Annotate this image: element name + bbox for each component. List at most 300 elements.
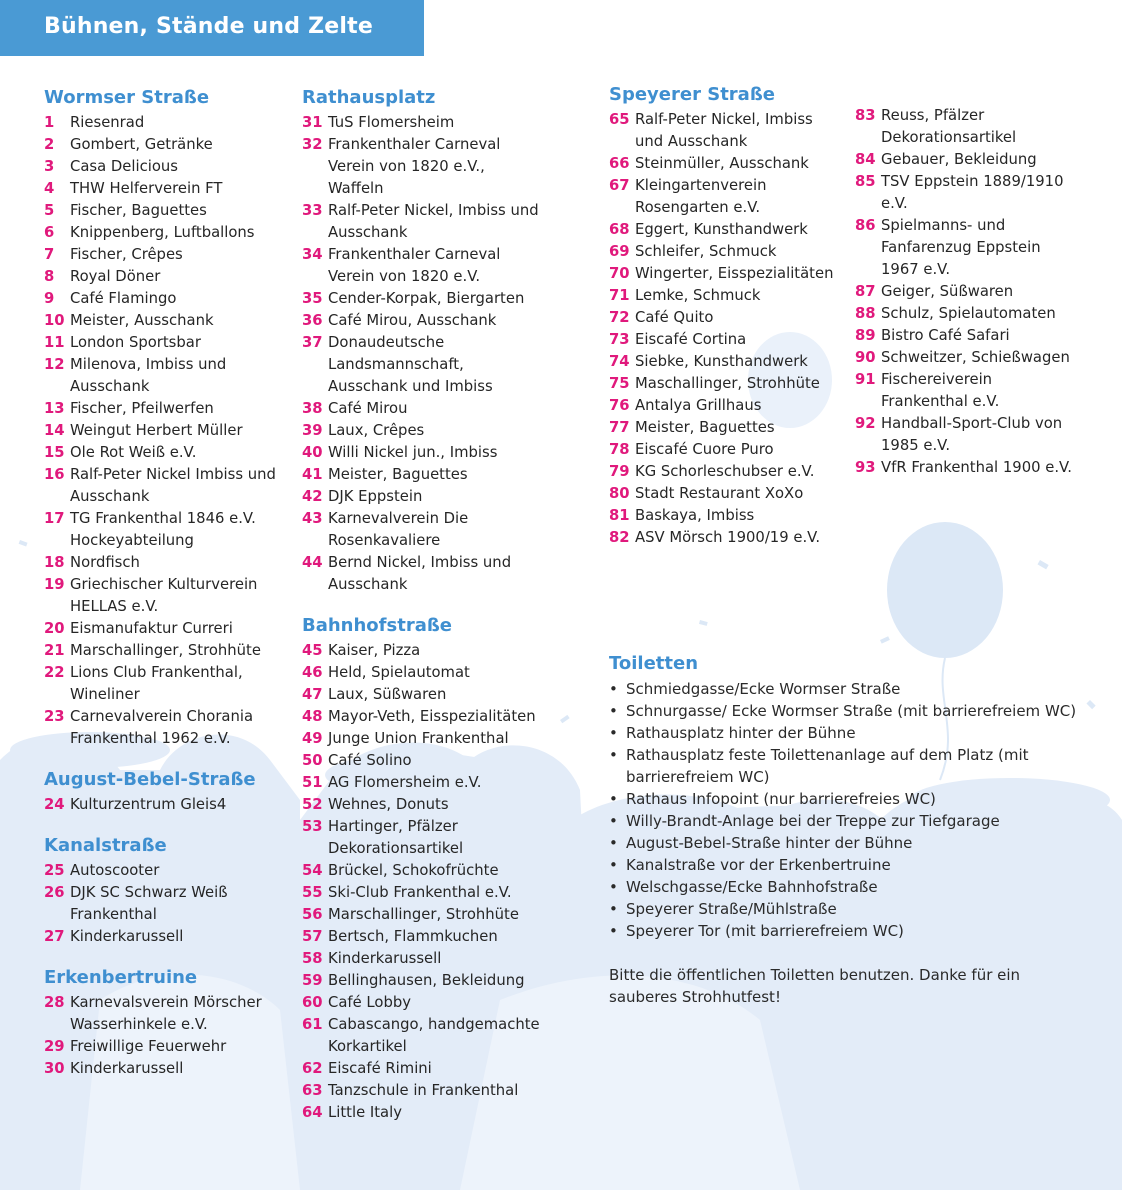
item-number: 26 <box>44 884 65 901</box>
item-text: Lemke, Schmuck <box>635 287 761 304</box>
item-text: Laux, Süßwaren <box>328 686 447 703</box>
toilet-text: Rathausplatz hinter der Bühne <box>626 724 856 742</box>
list-item <box>44 222 276 244</box>
section <box>44 834 276 948</box>
list-item <box>609 285 834 307</box>
item-text: Ole Rot Weiß e.V. <box>70 444 197 461</box>
item-number: 33 <box>302 202 323 219</box>
list-item <box>609 483 834 505</box>
item-text: Schweitzer, Schießwagen <box>881 349 1070 366</box>
item-text: Marschallinger, Strohhüte <box>70 642 261 659</box>
item-number: 56 <box>302 906 323 923</box>
item-text: Café Solino <box>328 752 412 769</box>
item-number: 7 <box>44 246 55 263</box>
item-number: 4 <box>44 180 55 197</box>
list-item <box>44 354 276 398</box>
list-item <box>44 420 276 442</box>
toilets-list <box>609 678 1089 942</box>
item-number: 78 <box>609 441 630 458</box>
item-number: 12 <box>44 356 65 373</box>
toilet-item <box>609 854 1089 876</box>
list-item <box>44 310 276 332</box>
list-item <box>302 970 542 992</box>
list-item <box>44 1036 276 1058</box>
list-item <box>302 508 542 552</box>
list-item <box>302 1102 542 1124</box>
list-item <box>302 750 542 772</box>
bullet-icon: • <box>609 922 618 940</box>
item-number: 14 <box>44 422 65 439</box>
item-text: Frankenthaler Carneval Verein von 1820 e.V. <box>328 246 501 285</box>
list-item <box>44 662 276 706</box>
item-number: 8 <box>44 268 55 285</box>
toilets-title: Toiletten <box>609 653 699 674</box>
list-item <box>44 178 276 200</box>
item-text: Milenova, Imbiss und Ausschank <box>70 356 227 395</box>
item-text: Ski-Club Frankenthal e.V. <box>328 884 512 901</box>
list-item <box>44 134 276 156</box>
item-text: TSV Eppstein 1889/1910 e.V. <box>881 173 1064 212</box>
item-number: 76 <box>609 397 630 414</box>
list-item <box>855 215 1080 281</box>
list-item <box>44 992 276 1036</box>
item-number: 23 <box>44 708 65 725</box>
item-text: Café Flamingo <box>70 290 177 307</box>
item-text: Bistro Café Safari <box>881 327 1010 344</box>
item-number: 91 <box>855 371 876 388</box>
item-number: 41 <box>302 466 323 483</box>
list-item <box>609 439 834 461</box>
item-number: 81 <box>609 507 630 524</box>
item-number: 88 <box>855 305 876 322</box>
list-item <box>44 1058 276 1080</box>
list-item <box>855 303 1080 325</box>
item-number: 49 <box>302 730 323 747</box>
list-item <box>44 882 276 926</box>
item-number: 5 <box>44 202 55 219</box>
section <box>44 768 276 816</box>
list-item <box>609 219 834 241</box>
item-number: 28 <box>44 994 65 1011</box>
list-item <box>302 552 542 596</box>
item-number: 20 <box>44 620 65 637</box>
item-number: 62 <box>302 1060 323 1077</box>
toilet-item <box>609 678 1089 700</box>
toilet-item <box>609 810 1089 832</box>
item-number: 69 <box>609 243 630 260</box>
list-item <box>302 200 542 244</box>
section-title: Speyerer Straße <box>609 84 775 105</box>
list-item <box>302 772 542 794</box>
section <box>302 86 542 596</box>
item-text: TuS Flomersheim <box>328 114 455 131</box>
list-item <box>609 373 834 395</box>
item-number: 24 <box>44 796 65 813</box>
bullet-icon: • <box>609 790 618 808</box>
item-text: Gebauer, Bekleidung <box>881 151 1037 168</box>
list-item <box>44 112 276 134</box>
item-text: Ralf-Peter Nickel, Imbiss und Ausschank <box>328 202 539 241</box>
toilets-section <box>609 652 1089 1008</box>
item-text: Junge Union Frankenthal <box>328 730 509 747</box>
item-number: 79 <box>609 463 630 480</box>
item-number: 47 <box>302 686 323 703</box>
item-number: 80 <box>609 485 630 502</box>
section <box>302 614 542 1124</box>
item-text: Karnevalsverein Mörscher Wasserhinkele e.V. <box>70 994 262 1033</box>
item-number: 83 <box>855 107 876 124</box>
item-number: 22 <box>44 664 65 681</box>
item-text: Café Lobby <box>328 994 411 1011</box>
list-item <box>855 281 1080 303</box>
item-text: Meister, Baguettes <box>635 419 775 436</box>
item-number: 52 <box>302 796 323 813</box>
page-title: Bühnen, Stände und Zelte <box>44 14 373 39</box>
item-text: Cabascango, handgemachte Korkartikel <box>328 1016 540 1055</box>
section-title: Erkenbertruine <box>44 967 198 988</box>
item-text: DJK SC Schwarz Weiß Frankenthal <box>70 884 228 923</box>
item-text: AG Flomersheim e.V. <box>328 774 482 791</box>
list-item <box>302 112 542 134</box>
item-number: 38 <box>302 400 323 417</box>
bullet-icon: • <box>609 680 618 698</box>
item-number: 46 <box>302 664 323 681</box>
item-text: Cender-Korpak, Biergarten <box>328 290 525 307</box>
item-text: Hartinger, Pfälzer Dekorationsartikel <box>328 818 464 857</box>
section <box>855 105 1080 479</box>
item-text: Meister, Ausschank <box>70 312 214 329</box>
item-number: 35 <box>302 290 323 307</box>
item-text: Lions Club Frankenthal, Wineliner <box>70 664 243 703</box>
item-text: Handball-Sport-Club von 1985 e.V. <box>881 415 1063 454</box>
list-item <box>302 706 542 728</box>
item-text: London Sportsbar <box>70 334 201 351</box>
item-number: 71 <box>609 287 630 304</box>
list-item <box>302 464 542 486</box>
item-number: 19 <box>44 576 65 593</box>
item-text: Café Mirou, Ausschank <box>328 312 497 329</box>
item-text: Autoscooter <box>70 862 160 879</box>
list-item <box>855 105 1080 149</box>
toilet-text: Kanalstraße vor der Erkenbertruine <box>626 856 891 874</box>
item-text: Geiger, Süßwaren <box>881 283 1014 300</box>
item-text: Schleifer, Schmuck <box>635 243 777 260</box>
item-number: 43 <box>302 510 323 527</box>
item-text: Ralf-Peter Nickel Imbiss und Ausschank <box>70 466 276 505</box>
list-item <box>44 552 276 574</box>
list-item <box>855 369 1080 413</box>
title-banner <box>0 0 424 56</box>
item-number: 44 <box>302 554 323 571</box>
column-2 <box>302 86 542 1142</box>
list-item <box>609 109 834 153</box>
item-number: 87 <box>855 283 876 300</box>
item-number: 75 <box>609 375 630 392</box>
item-number: 70 <box>609 265 630 282</box>
section-title: Bahnhofstraße <box>302 615 453 636</box>
item-number: 9 <box>44 290 55 307</box>
list-item <box>44 618 276 640</box>
list-item <box>44 508 276 552</box>
item-number: 18 <box>44 554 65 571</box>
item-text: Eggert, Kunsthandwerk <box>635 221 808 238</box>
list-item <box>302 486 542 508</box>
list-item <box>609 263 834 285</box>
item-text: Casa Delicious <box>70 158 178 175</box>
toilet-item <box>609 744 1089 788</box>
item-number: 74 <box>609 353 630 370</box>
list-item <box>44 574 276 618</box>
item-number: 66 <box>609 155 630 172</box>
toilet-text: Schmiedgasse/Ecke Wormser Straße <box>626 680 901 698</box>
item-number: 67 <box>609 177 630 194</box>
bullet-icon: • <box>609 746 618 764</box>
item-text: Bertsch, Flammkuchen <box>328 928 498 945</box>
item-text: KG Schorleschubser e.V. <box>635 463 815 480</box>
item-number: 42 <box>302 488 323 505</box>
list-item <box>855 413 1080 457</box>
item-number: 29 <box>44 1038 65 1055</box>
item-number: 21 <box>44 642 65 659</box>
bullet-icon: • <box>609 900 618 918</box>
item-number: 11 <box>44 334 65 351</box>
item-text: VfR Frankenthal 1900 e.V. <box>881 459 1072 476</box>
item-text: Laux, Crêpes <box>328 422 425 439</box>
item-text: Wingerter, Eisspezialitäten <box>635 265 834 282</box>
item-text: Fischer, Pfeilwerfen <box>70 400 214 417</box>
list-item <box>302 926 542 948</box>
bullet-icon: • <box>609 812 618 830</box>
list-item <box>302 662 542 684</box>
item-number: 45 <box>302 642 323 659</box>
list-item <box>302 310 542 332</box>
item-number: 10 <box>44 312 65 329</box>
list-item <box>302 134 542 200</box>
list-item <box>302 860 542 882</box>
list-item <box>302 244 542 288</box>
column-1 <box>44 86 276 1098</box>
list-item <box>44 332 276 354</box>
list-item <box>302 1014 542 1058</box>
list-item <box>44 706 276 750</box>
item-text: Eismanufaktur Curreri <box>70 620 233 637</box>
item-number: 27 <box>44 928 65 945</box>
item-text: Weingut Herbert Müller <box>70 422 243 439</box>
list-item <box>302 332 542 398</box>
item-text: Gombert, Getränke <box>70 136 213 153</box>
list-item <box>302 948 542 970</box>
item-text: Café Mirou <box>328 400 408 417</box>
list-item <box>302 1080 542 1102</box>
section <box>44 966 276 1080</box>
item-number: 60 <box>302 994 323 1011</box>
item-number: 55 <box>302 884 323 901</box>
item-number: 63 <box>302 1082 323 1099</box>
list-item <box>609 395 834 417</box>
list-item <box>44 266 276 288</box>
item-number: 93 <box>855 459 876 476</box>
item-number: 59 <box>302 972 323 989</box>
toilet-item <box>609 898 1089 920</box>
list-item <box>44 860 276 882</box>
item-text: Steinmüller, Ausschank <box>635 155 809 172</box>
list-item <box>609 175 834 219</box>
item-text: Bernd Nickel, Imbiss und Ausschank <box>328 554 512 593</box>
list-item <box>302 882 542 904</box>
item-number: 92 <box>855 415 876 432</box>
item-text: Frankenthaler Carneval Verein von 1820 e.V., Waffeln <box>328 136 501 197</box>
item-text: Baskaya, Imbiss <box>635 507 755 524</box>
toilet-item <box>609 920 1089 942</box>
list-item <box>609 241 834 263</box>
section-title: Kanalstraße <box>44 835 167 856</box>
list-item <box>609 153 834 175</box>
item-number: 82 <box>609 529 630 546</box>
item-number: 25 <box>44 862 65 879</box>
item-text: Carnevalverein Chorania Frankenthal 1962 e.V. <box>70 708 254 747</box>
list-item <box>302 1058 542 1080</box>
item-number: 1 <box>44 114 55 131</box>
list-item <box>44 398 276 420</box>
item-text: Nordfisch <box>70 554 140 571</box>
item-number: 15 <box>44 444 65 461</box>
item-text: Eiscafé Rimini <box>328 1060 432 1077</box>
toilet-text: August-Bebel-Straße hinter der Bühne <box>626 834 913 852</box>
item-number: 72 <box>609 309 630 326</box>
list-item <box>44 464 276 508</box>
column-3 <box>609 83 834 567</box>
item-text: Schulz, Spielautomaten <box>881 305 1056 322</box>
list-item <box>855 171 1080 215</box>
list-item <box>855 149 1080 171</box>
section-title: Wormser Straße <box>44 87 210 108</box>
item-number: 73 <box>609 331 630 348</box>
bullet-icon: • <box>609 724 618 742</box>
item-number: 89 <box>855 327 876 344</box>
item-number: 54 <box>302 862 323 879</box>
item-number: 3 <box>44 158 55 175</box>
item-text: Donaudeutsche Landsmannschaft, Ausschank und Imbiss <box>328 334 493 395</box>
list-item <box>302 420 542 442</box>
section-title: Rathausplatz <box>302 87 436 108</box>
list-item <box>609 527 834 549</box>
item-number: 61 <box>302 1016 323 1033</box>
section-title: August-Bebel-Straße <box>44 769 256 790</box>
list-item <box>609 329 834 351</box>
list-item <box>44 156 276 178</box>
list-item <box>855 325 1080 347</box>
item-number: 68 <box>609 221 630 238</box>
item-number: 17 <box>44 510 65 527</box>
item-number: 6 <box>44 224 55 241</box>
item-text: Siebke, Kunsthandwerk <box>635 353 808 370</box>
list-item <box>609 461 834 483</box>
item-text: Mayor-Veth, Eisspezialitäten <box>328 708 536 725</box>
item-text: Kaiser, Pizza <box>328 642 421 659</box>
item-text: THW Helferverein FT <box>70 180 223 197</box>
item-number: 77 <box>609 419 630 436</box>
list-item <box>44 200 276 222</box>
toilet-text: Speyerer Straße/Mühlstraße <box>626 900 837 918</box>
item-number: 36 <box>302 312 323 329</box>
toilet-item <box>609 876 1089 898</box>
bullet-icon: • <box>609 702 618 720</box>
item-text: Eiscafé Cortina <box>635 331 747 348</box>
item-text: Maschallinger, Strohhüte <box>635 375 820 392</box>
list-item <box>44 288 276 310</box>
item-text: Knippenberg, Luftballons <box>70 224 255 241</box>
list-item <box>609 417 834 439</box>
list-item <box>609 307 834 329</box>
list-item <box>302 684 542 706</box>
item-number: 32 <box>302 136 323 153</box>
list-item <box>302 816 542 860</box>
toilet-item <box>609 832 1089 854</box>
item-text: Kinderkarussell <box>70 928 184 945</box>
list-item <box>44 794 276 816</box>
list-item <box>44 244 276 266</box>
list-item <box>44 640 276 662</box>
item-text: Café Quito <box>635 309 714 326</box>
toilet-text: Rathaus Infopoint (nur barrierefreies WC) <box>626 790 936 808</box>
bullet-icon: • <box>609 878 618 896</box>
item-number: 48 <box>302 708 323 725</box>
section <box>44 86 276 750</box>
toilet-item <box>609 700 1089 722</box>
item-number: 30 <box>44 1060 65 1077</box>
bullet-icon: • <box>609 856 618 874</box>
list-item <box>44 926 276 948</box>
item-text: Riesenrad <box>70 114 145 131</box>
list-item <box>302 992 542 1014</box>
item-text: Royal Döner <box>70 268 161 285</box>
item-text: Eiscafé Cuore Puro <box>635 441 774 458</box>
item-text: Karnevalverein Die Rosenkavaliere <box>328 510 469 549</box>
toilet-text: Speyerer Tor (mit barrierefreiem WC) <box>626 922 904 940</box>
item-number: 51 <box>302 774 323 791</box>
list-item <box>609 351 834 373</box>
item-text: Fischer, Baguettes <box>70 202 207 219</box>
item-number: 50 <box>302 752 323 769</box>
item-number: 53 <box>302 818 323 835</box>
item-number: 84 <box>855 151 876 168</box>
item-text: Brückel, Schokofrüchte <box>328 862 499 879</box>
item-number: 31 <box>302 114 323 131</box>
item-number: 65 <box>609 111 630 128</box>
list-item <box>855 457 1080 479</box>
item-text: Willi Nickel jun., Imbiss <box>328 444 498 461</box>
item-text: Reuss, Pfälzer Dekorationsartikel <box>881 107 1017 146</box>
toilet-text: Rathausplatz feste Toilettenanlage auf dem Platz (mit barrierefreiem WC) <box>626 746 1029 786</box>
toilet-item <box>609 788 1089 810</box>
item-text: Kleingartenverein Rosengarten e.V. <box>635 177 767 216</box>
item-text: Stadt Restaurant XoXo <box>635 485 804 502</box>
item-text: Antalya Grillhaus <box>635 397 762 414</box>
item-text: Spielmanns- und Fanfarenzug Eppstein 1967 e.V. <box>881 217 1041 278</box>
list-item <box>302 794 542 816</box>
toilet-text: Welschgasse/Ecke Bahnhofstraße <box>626 878 878 896</box>
list-item <box>855 347 1080 369</box>
item-text: Kinderkarussell <box>328 950 442 967</box>
list-item <box>302 728 542 750</box>
list-item <box>302 442 542 464</box>
item-number: 86 <box>855 217 876 234</box>
item-number: 40 <box>302 444 323 461</box>
list-item <box>609 505 834 527</box>
list-item <box>302 904 542 926</box>
item-text: Wehnes, Donuts <box>328 796 449 813</box>
item-text: Fischereiverein Frankenthal e.V. <box>881 371 1000 410</box>
